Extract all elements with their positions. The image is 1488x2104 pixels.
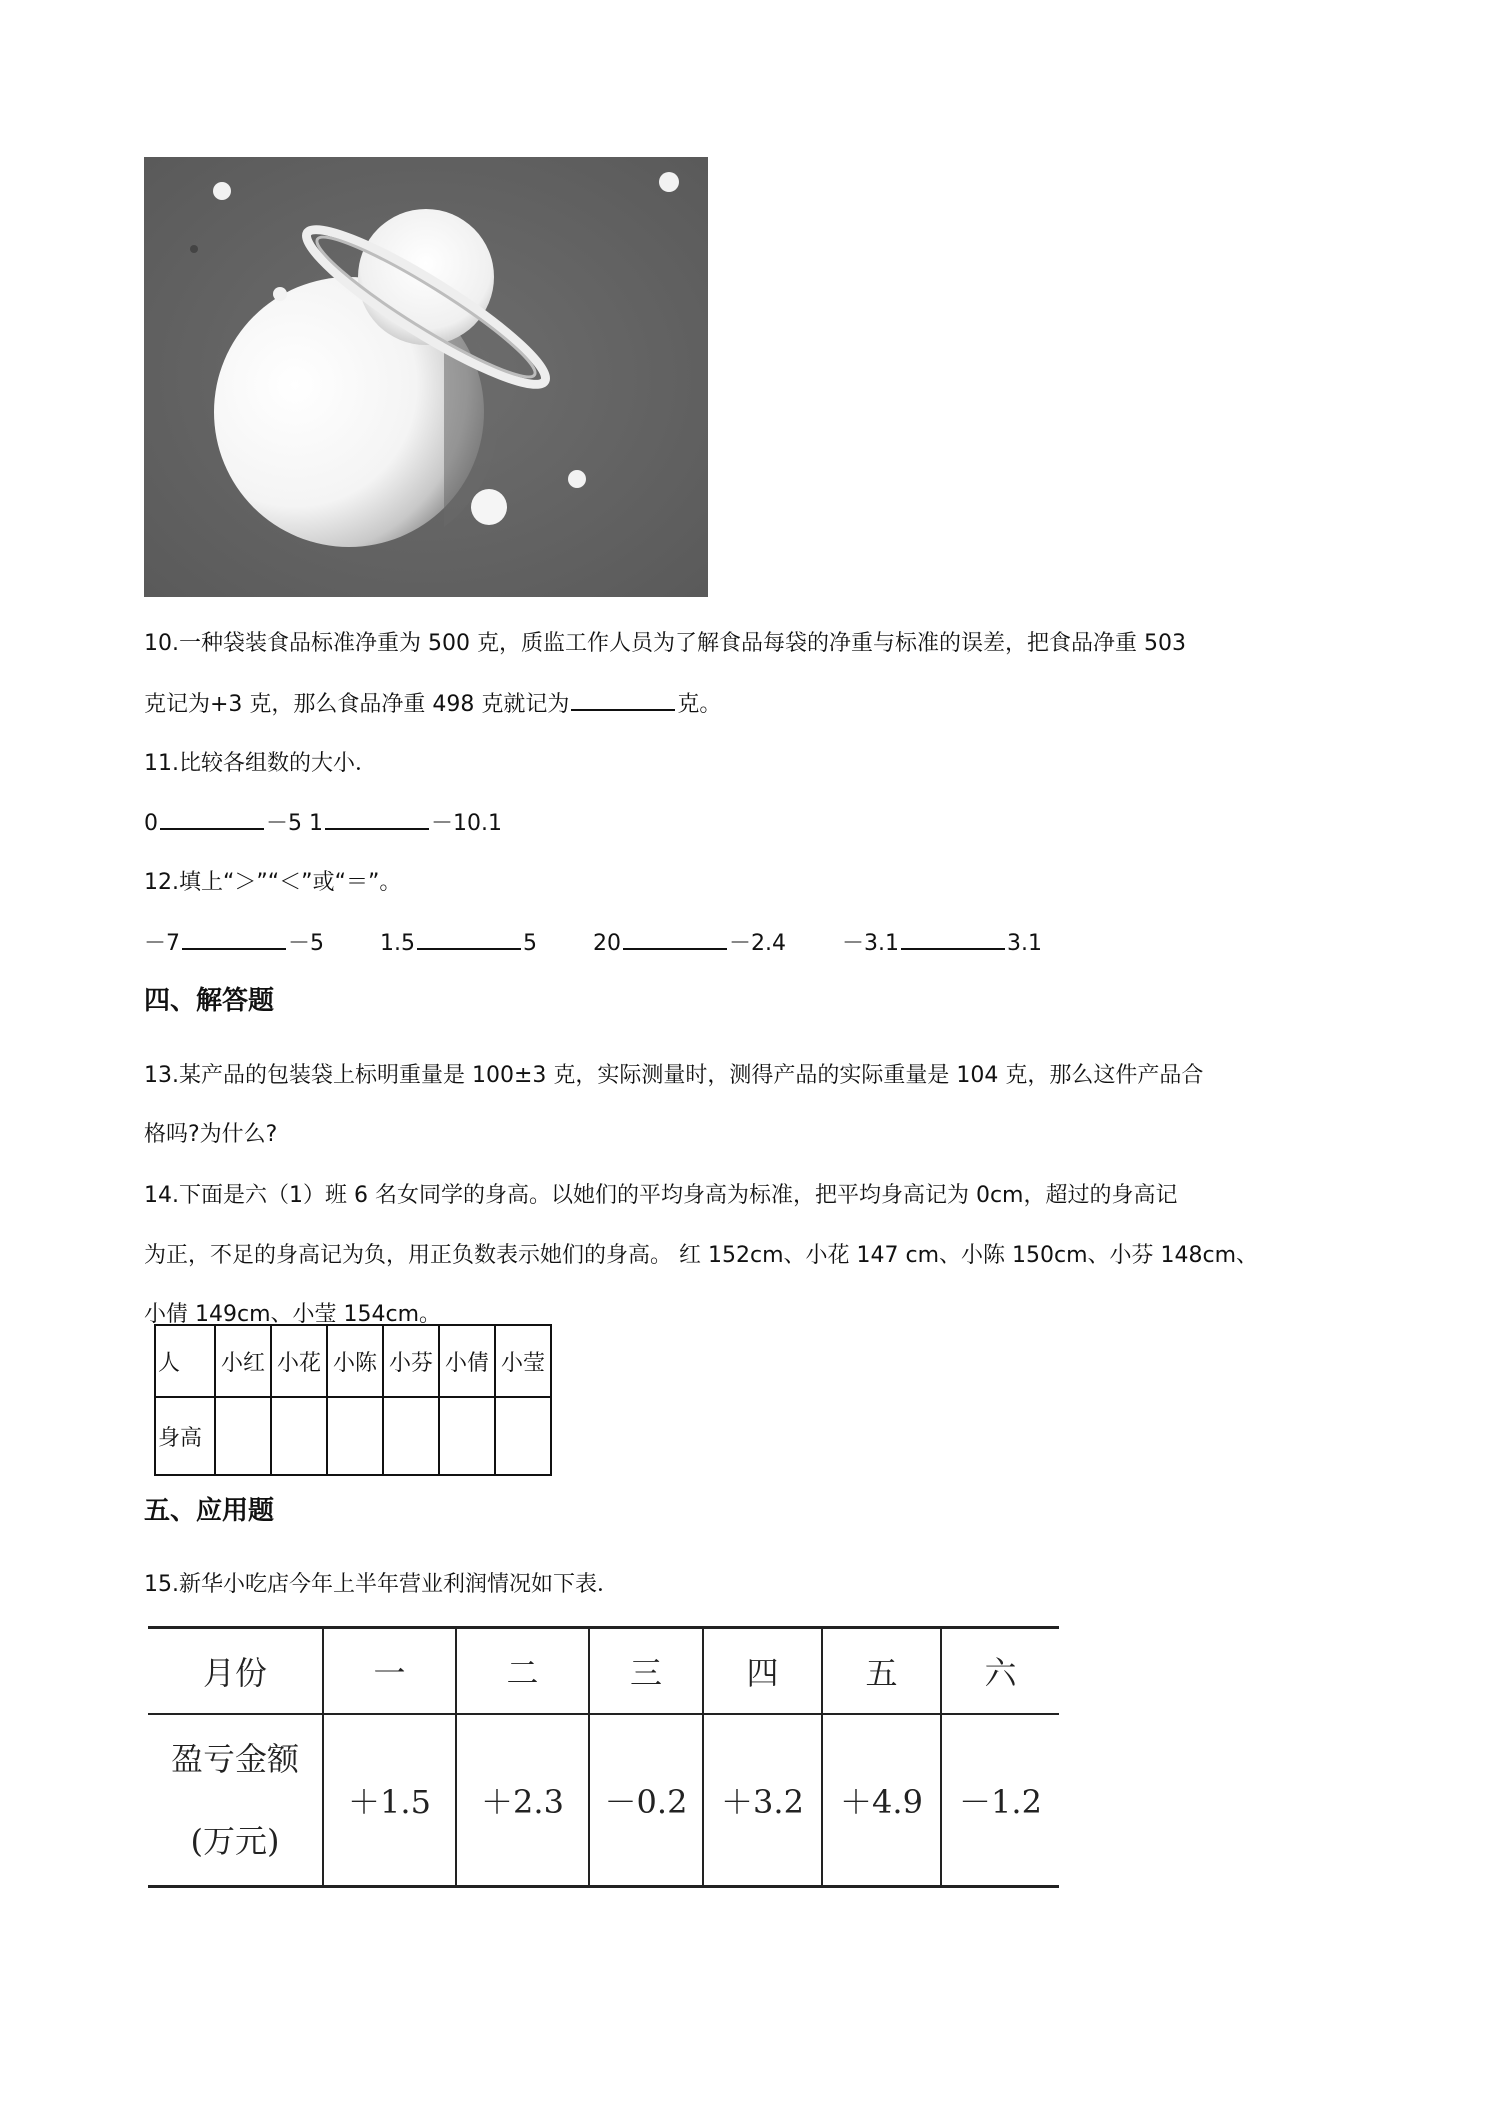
q10-line2 <box>144 689 721 720</box>
q12-item-4-right: 3.1 <box>1007 931 1042 956</box>
answer-blank[interactable] <box>901 928 1005 950</box>
q12-item-4-left: －3.1 <box>842 931 899 956</box>
table-header-cell: 一 <box>323 1628 456 1715</box>
answer-blank[interactable] <box>417 928 521 950</box>
q12-item-2-left: 1.5 <box>380 931 415 956</box>
answer-cell[interactable] <box>383 1397 439 1475</box>
table-header-cell: 四 <box>703 1628 822 1715</box>
q14-line2: 为正，不足的身高记为负，用正负数表示她们的身高。 红 152cm、小花 147 cm、小陈 150cm、小芬 148cm、 <box>144 1243 1259 1268</box>
table-row <box>148 1714 1059 1887</box>
table-header-cell: 小花 <box>271 1325 327 1397</box>
table-header-cell: 月份 <box>148 1628 323 1715</box>
q12-items <box>144 928 1042 959</box>
section-heading-4: 四、解答题 <box>144 986 275 1016</box>
q11-b: －5 1 <box>266 811 323 836</box>
q12-item-1-right: －5 <box>288 931 324 956</box>
q13-line1: 13.某产品的包装袋上标明重量是 100±3 克，实际测量时，测得产品的实际重量是 104 克，那么这件产品合 <box>144 1063 1204 1088</box>
table-header-cell: 小红 <box>215 1325 271 1397</box>
q11-title: 11.比较各组数的大小． <box>144 751 377 776</box>
table-cell: －1.2 <box>941 1714 1059 1887</box>
q12-item-2-right: 5 <box>523 931 537 956</box>
table-row-label <box>148 1714 323 1887</box>
q15-title: 15.新华小吃店今年上半年营业利润情况如下表． <box>144 1572 619 1597</box>
table-header-cell: 小倩 <box>439 1325 495 1397</box>
answer-blank[interactable] <box>160 808 264 830</box>
saturn-illustration <box>144 157 708 597</box>
answer-blank[interactable] <box>325 808 429 830</box>
q10-line2-text: 克记为+3 克，那么食品净重 498 克就记为 <box>144 692 570 717</box>
table-cell: ＋3.2 <box>703 1714 822 1887</box>
table-cell: ＋2.3 <box>456 1714 589 1887</box>
table-header-cell: 六 <box>941 1628 1059 1715</box>
row-label-line2: (万元) <box>190 1822 280 1860</box>
table-header-cell: 三 <box>589 1628 703 1715</box>
row-label-line1: 盈亏金额 <box>170 1740 299 1778</box>
q14-line1: 14.下面是六（1）班 6 名女同学的身高。以她们的平均身高为标准，把平均身高记为 0cm，超过的身高记 <box>144 1183 1178 1208</box>
answer-blank[interactable] <box>571 689 675 711</box>
q11-a: 0 <box>144 811 158 836</box>
table-row <box>155 1325 551 1397</box>
answer-blank[interactable] <box>623 928 727 950</box>
q11-items <box>144 808 502 839</box>
answer-cell[interactable] <box>327 1397 383 1475</box>
table-header-cell: 小芬 <box>383 1325 439 1397</box>
q10-line1: 10.一种袋装食品标准净重为 500 克，质监工作人员为了解食品每袋的净重与标准的误差，把食品净重 503 <box>144 631 1186 656</box>
answer-blank[interactable] <box>182 928 286 950</box>
answer-cell[interactable] <box>271 1397 327 1475</box>
q13-line2: 格吗?为什么? <box>144 1122 278 1147</box>
answer-cell[interactable] <box>495 1397 551 1475</box>
q10-line2-suffix: 克。 <box>677 692 722 717</box>
table-header-cell: 小莹 <box>495 1325 551 1397</box>
table-cell: －0.2 <box>589 1714 703 1887</box>
table-cell: ＋4.9 <box>822 1714 941 1887</box>
q12-item-3-left: 20 <box>593 931 621 956</box>
section-heading-5: 五、应用题 <box>144 1496 275 1526</box>
table-header-cell: 二 <box>456 1628 589 1715</box>
answer-cell[interactable] <box>439 1397 495 1475</box>
table-header-cell: 小陈 <box>327 1325 383 1397</box>
q12-title: 12.填上“＞”“＜”或“＝”。 <box>144 870 402 895</box>
q11-c: －10.1 <box>431 811 502 836</box>
table-row <box>148 1628 1059 1715</box>
table-row-label: 身高 <box>155 1397 215 1475</box>
answer-cell[interactable] <box>215 1397 271 1475</box>
profit-table <box>148 1626 1059 1888</box>
q12-item-1-left: －7 <box>144 931 180 956</box>
table-cell: ＋1.5 <box>323 1714 456 1887</box>
table-header-cell: 人 <box>155 1325 215 1397</box>
q14-line3: 小倩 149cm、小莹 154cm。 <box>144 1302 442 1327</box>
table-row <box>155 1397 551 1475</box>
table-header-cell: 五 <box>822 1628 941 1715</box>
q12-item-3-right: －2.4 <box>729 931 786 956</box>
height-table <box>154 1324 552 1476</box>
